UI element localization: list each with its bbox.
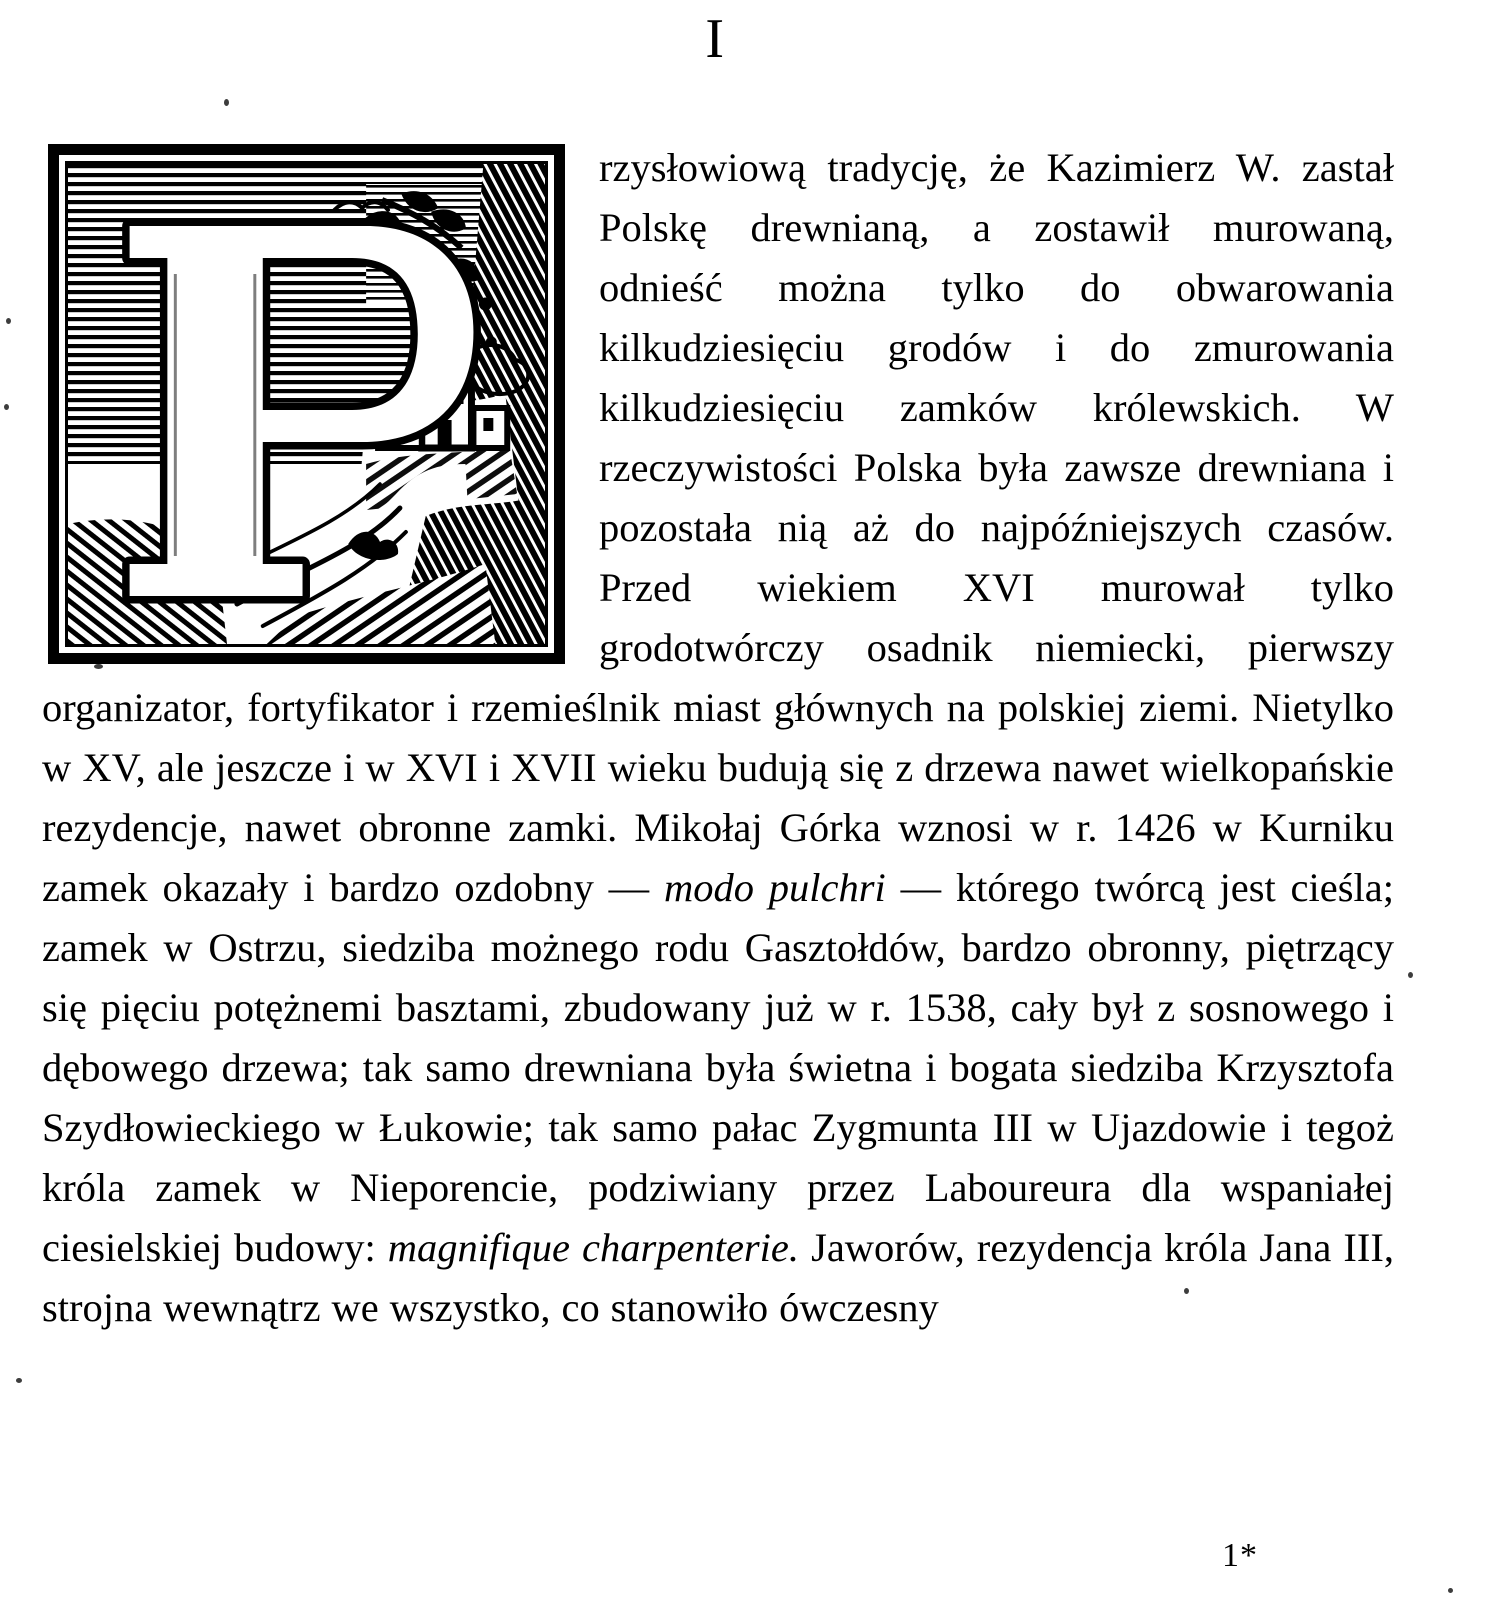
body-segment-2: — którego twórcą jest cieśla; zamek w Ostrzu, siedziba możnego rodu Gasztołdów, bardzo obronny, piętrzący się pięciu potężnemi basztami, zbudowany już w r. 1538, cały był z sosnowego i dębowego drzewa; tak samo drewniana była świetna i bogata siedziba Krzysztofa Szydłowieckiego w Łukowie; tak samo pałac Zygmunta III w Ujazdowie i tegoż króla zamek w Nieporencie, podziwiany przez Laboureura dla wspaniałej ciesielskiej budowy: xyxy=(42,865,1394,1270)
body-segment-3: Jaworów, rezydencja króla Jana III, strojna wewnątrz we wszystko, co stanowiło ówczesny xyxy=(42,1225,1394,1330)
scan-speck xyxy=(4,404,9,410)
scan-speck xyxy=(94,664,103,669)
scan-speck xyxy=(224,99,229,106)
woodcut-illustration-icon xyxy=(68,164,545,644)
chapter-number: I xyxy=(705,8,725,70)
signature-mark: 1* xyxy=(1222,1537,1258,1574)
body-segment-italic-2: magnifique charpenterie. xyxy=(387,1225,800,1270)
scan-speck xyxy=(16,1378,22,1383)
scan-speck xyxy=(1448,1588,1453,1593)
decorated-initial-figure xyxy=(48,144,565,664)
body-text-block xyxy=(42,138,1394,1338)
woodcut-border xyxy=(48,144,565,664)
scan-speck xyxy=(1408,972,1413,978)
woodcut-scene xyxy=(65,161,548,647)
scan-speck xyxy=(1184,1288,1189,1294)
body-segment-italic-1: modo pulchri xyxy=(663,865,886,910)
scan-speck xyxy=(6,318,11,324)
body-segment-1: rzysłowiową tradycję, że Kazimierz W. zastał Polskę drewnianą, a zostawił murowaną, odnieść można tylko do obwarowania kilkudziesięciu grodów i do zmurowania kilkudziesięciu zamków królewskich. W rzeczywistości Polska była zawsze drewniana i pozostała nią aż do najpóźniejszych czasów. Przed wiekiem XVI murował tylko grodotwórczy osadnik niemiecki, pierwszy organizator, fortyfikator i rzemieślnik miast głównych na polskiej ziemi. Nietylko w XV, ale jeszcze i w XVI i XVII wieku budują się z drzewa nawet wielkopańskie rezydencje, nawet obronne zamki. Mikołaj Górka wznosi w r. 1426 w Kurniku zamek okazały i bardzo ozdobny — xyxy=(42,145,1394,910)
